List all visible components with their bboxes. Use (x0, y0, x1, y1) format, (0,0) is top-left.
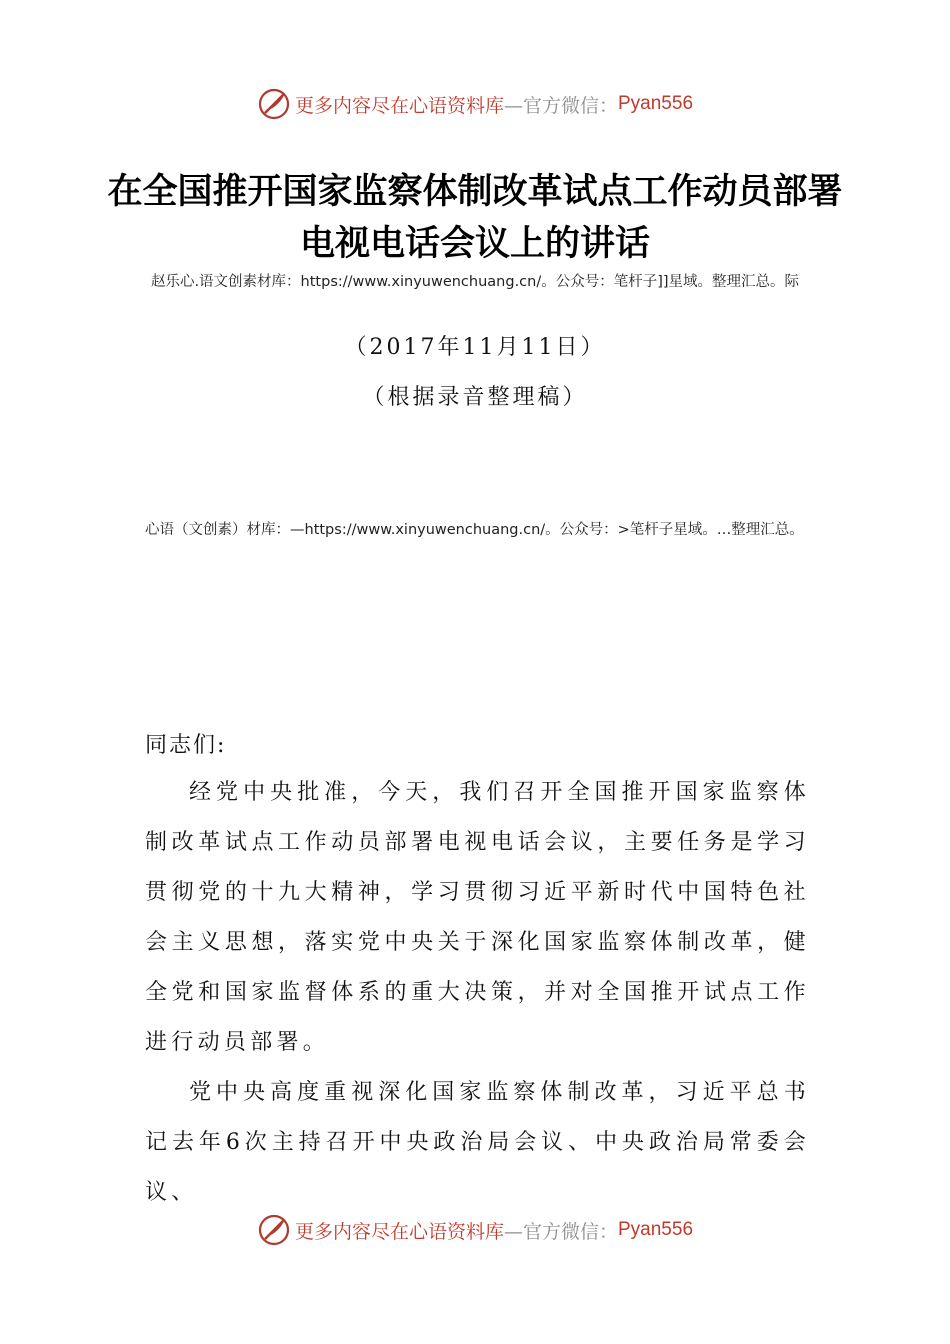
mid-source-line: 心语（文创素）材库：—https://www.xinyuwenchuang.cn/。公众号：>笔杆子星域。…整理汇总。 (145, 522, 804, 538)
quill-logo-icon (257, 1213, 291, 1247)
banner-text: 更多内容尽在心语资料库 (294, 94, 504, 117)
banner-wechat-id: Pyan556 (618, 93, 694, 114)
footer-banner (0, 1210, 950, 1250)
speech-date: （2017年11月11日） (344, 335, 606, 360)
header-banner (0, 84, 950, 124)
body-text (145, 768, 810, 1218)
document-title: 在全国推开国家监察体制改革试点工作动员部署电视电话会议上的讲话 (107, 171, 843, 264)
banner-separator: —官方微信： (503, 94, 618, 117)
salutation: 同志们: (145, 733, 227, 758)
banner-wechat-id: Pyan556 (618, 1219, 694, 1240)
quill-logo-icon (257, 87, 291, 121)
banner-separator: —官方微信： (503, 1220, 618, 1243)
paragraph: 党中央高度重视深化国家监察体制改革，习近平总书记去年6次主持召开中央政治局会议、中央政治局常委会议、 (145, 1080, 810, 1205)
transcript-note: （根据录音整理稿） (362, 385, 588, 410)
banner-text: 更多内容尽在心语资料库 (294, 1220, 504, 1243)
paragraph: 经党中央批准，今天，我们召开全国推开国家监察体制改革试点工作动员部署电视电话会议，主要任务是学习贯彻党的十九大精神，学习贯彻习近平新时代中国特色社会主义思想，落实党中央关于深化国家监察体制改革，健全党和国家监督体系的重大决策，并对全国推开试点工作进行动员部署。 (145, 780, 810, 1055)
source-line: 赵乐心.语文创素材库：https://www.xinyuwenchuang.cn/。公众号：笔杆子]]星域。整理汇总。际 (150, 274, 800, 290)
